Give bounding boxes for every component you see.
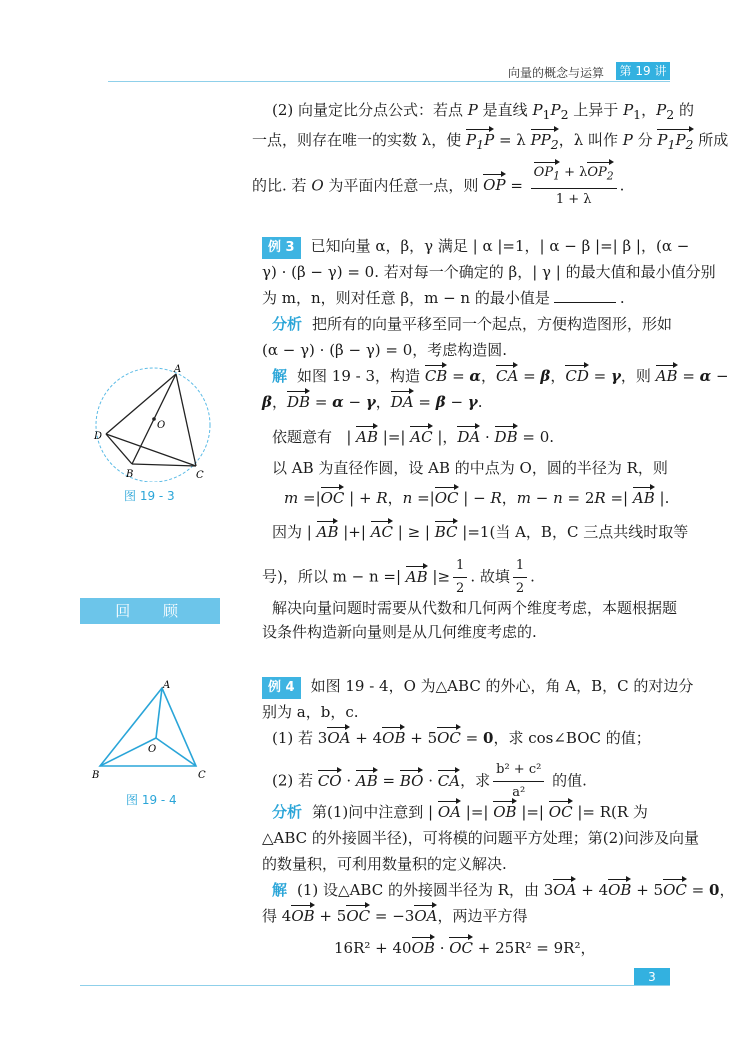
example4-analysis-3: 的数量积，可利用数量积的定义解决. [262, 855, 507, 873]
example3-solution-5: m =|OC | + R，n =|OC | − R，m − n = 2R =| AB |. [284, 489, 670, 507]
header-rule [108, 81, 670, 82]
page-number: 3 [634, 968, 670, 986]
segment-da [106, 374, 176, 434]
lesson-tag: 第 19 讲 [616, 62, 670, 80]
example3-line-2: γ) · (β − γ) = 0. 若对每一个确定的 β，| γ | 的最大值和最小值分别 [262, 263, 716, 281]
example4-line-2: 别为 a，b，c. [262, 703, 359, 721]
label-c: C [198, 770, 206, 780]
example4-analysis-2: △ABC 的外接圆半径)，可将模的问题平方处理；第(2)问涉及向量 [262, 829, 700, 847]
example4-analysis-1: 分析 第(1)问中注意到 | OA |=| OB |=| OC |= R(R 为 [272, 803, 648, 821]
label-c: C [196, 470, 204, 481]
segment-bc [132, 464, 196, 466]
example4-solution-3: 16R² + 40OB · OC + 25R² = 9R²， [334, 939, 596, 957]
example4-tag: 例 4 [262, 677, 301, 699]
review-label-bar: 回 顾 [80, 598, 220, 624]
formula-line-1: (2) 向量定比分点公式：若点 P 是直线 $P_1P_2$ 上异于 $P_1$，$P_2$ 的 [272, 101, 694, 122]
example3-analysis-1: 分析 把所有的向量平移至同一个起点，方便构造图形，形如 [272, 315, 673, 333]
example3-tag: 例 3 [262, 237, 301, 259]
example3-solution-3: 依题意有 | AB |=| AC |，DA · DB = 0. [272, 428, 555, 446]
label-d: D [94, 431, 103, 442]
label-b: B [92, 770, 100, 780]
example3-solution-1: 解 如图 19 - 3，构造 CB = α，CA = β，CD = γ，则 AB = α − [272, 367, 729, 385]
footer-rule [80, 985, 670, 986]
label-o: O [148, 744, 157, 755]
example4-q2: (2) 若 CO · AB = BO · CA，求 $\frac{\text{b² + c²}}{\text{a²}}$ 的值. [272, 762, 587, 800]
label-a: A [174, 364, 182, 375]
figure-19-4-caption: 图 19 - 4 [126, 793, 177, 807]
example4-solution-1: 解 (1) 设△ABC 的外接圆半径为 R，由 3OA + 4OB + 5OC = 0， [272, 881, 735, 899]
example4-line-1: 例 4 如图 19 - 4，O 为△ABC 的外心，角 A，B，C 的对边分 [262, 676, 693, 699]
example3-solution-6: 因为 | AB |+| AC | ≥ | BC |=1(当 A，B，C 三点共线时取等 [272, 523, 689, 541]
review-text-2: 设条件构造新向量则是从几何维度考虑的. [262, 623, 537, 641]
example4-q1: (1) 若 3OA + 4OB + 5OC = 0，求 cos∠BOC 的值； [272, 729, 651, 747]
review-text-1: 解决向量问题时需要从代数和几何两个维度考虑，本题根据题 [272, 599, 678, 617]
example3-solution-4: 以 AB 为直径作圆，设 AB 的中点为 O，圆的半径为 R，则 [272, 459, 668, 477]
example3-solution-7: 号)，所以 m − n =| AB |≥ $\frac{1}{2}$ . 故填 $\frac{1}{2}$ . [262, 558, 535, 596]
formula-line-3: 的比. 若 O 为平面内任意一点，则 OP = $\frac{OP_1 + \lambda OP_2}{1 + \lambda}$ . [252, 165, 625, 207]
formula-line-2: 一点，则存在唯一的实数 λ，使 $P_1P = \lambda$ $PP_2$，λ 叫作 P 分 $P_1P_2$ 所成 [252, 130, 728, 155]
answer-blank [554, 302, 616, 303]
example3-analysis-2: (α − γ) · (β − γ) = 0，考虑构造圆. [262, 341, 508, 359]
figure-19-3-caption: 图 19 - 3 [124, 489, 175, 503]
example3-solution-2: β，DB = α − γ，DA = β − γ. [262, 393, 483, 411]
running-header-title: 向量的概念与运算 [508, 66, 605, 80]
segment-ac [176, 374, 196, 466]
example3-line-1: 例 3 已知向量 α，β，γ 满足 | α |=1，| α − β |=| β |，(α − [262, 236, 689, 259]
example4-solution-2: 得 4OB + 5OC = −3OA，两边平方得 [262, 907, 528, 925]
label-a: A [163, 680, 171, 691]
label-b: B [126, 469, 134, 480]
center-o [152, 417, 156, 421]
label-o: O [157, 420, 166, 431]
figure-19-4 [88, 680, 218, 780]
example3-line-3: 为 m，n，则对任意 β，m − n 的最小值是 . [262, 289, 625, 307]
figure-19-3 [90, 362, 230, 482]
